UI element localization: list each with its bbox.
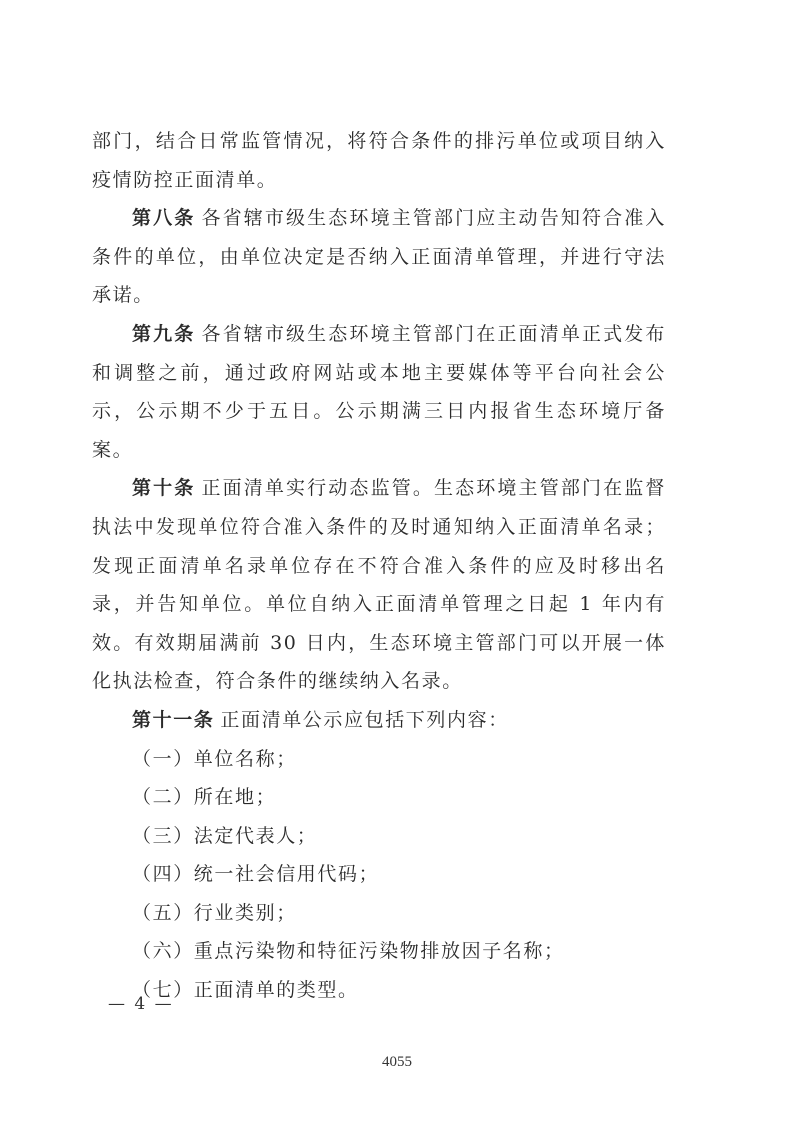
page-number: — 4 —: [108, 994, 174, 1014]
article-number: 第九条: [132, 322, 196, 345]
document-body: [92, 122, 666, 1010]
list-item: （四）统一社会信用代码；: [132, 863, 380, 886]
list-item: （三）法定代表人；: [132, 824, 318, 847]
article-10: [92, 469, 666, 701]
stamp-number: 4055: [382, 1054, 412, 1070]
article-9: [92, 315, 666, 469]
article-text: 各省辖市级生态环境主管部门应主动告知符合准入条件的单位，由单位决定是否纳入正面清单管理，并进行守法承诺。: [92, 207, 666, 307]
article-number: 第十一条: [132, 708, 215, 731]
article-11: [92, 701, 666, 740]
list-item: （六）重点污染物和特征污染物排放因子名称；: [132, 940, 565, 963]
list-item: （七）正面清单的类型。: [132, 979, 359, 1002]
disclosure-list: [92, 740, 666, 1010]
list-item: （一）单位名称；: [132, 747, 297, 770]
article-number: 第八条: [132, 207, 196, 230]
article-number: 第十条: [132, 477, 196, 500]
article-text: 正面清单实行动态监管。生态环境主管部门在监督执法中发现单位符合准入条件的及时通知纳入正面清单名录；发现正面清单名录单位存在不符合准入条件的应及时移出名录，并告知单位。单位自纳入正面清单管理之日起 1 年内有效。有效期届满前 30 日内，生态环境主管部门可以开展一体化执法检查，符合条件的继续纳入名录。: [92, 477, 666, 693]
article-text: 正面清单公示应包括下列内容：: [220, 708, 509, 731]
paragraph-text: 部门，结合日常监管情况，将符合条件的排污单位或项目纳入疫情防控正面清单。: [92, 130, 666, 191]
list-item: （二）所在地；: [132, 786, 277, 809]
paragraph-continuation: [92, 122, 666, 199]
article-8: [92, 199, 666, 315]
article-text: 各省辖市级生态环境主管部门在正面清单正式发布和调整之前，通过政府网站或本地主要媒体等平台向社会公示，公示期不少于五日。公示期满三日内报省生态环境厅备案。: [92, 322, 666, 461]
list-item: （五）行业类别；: [132, 901, 297, 924]
